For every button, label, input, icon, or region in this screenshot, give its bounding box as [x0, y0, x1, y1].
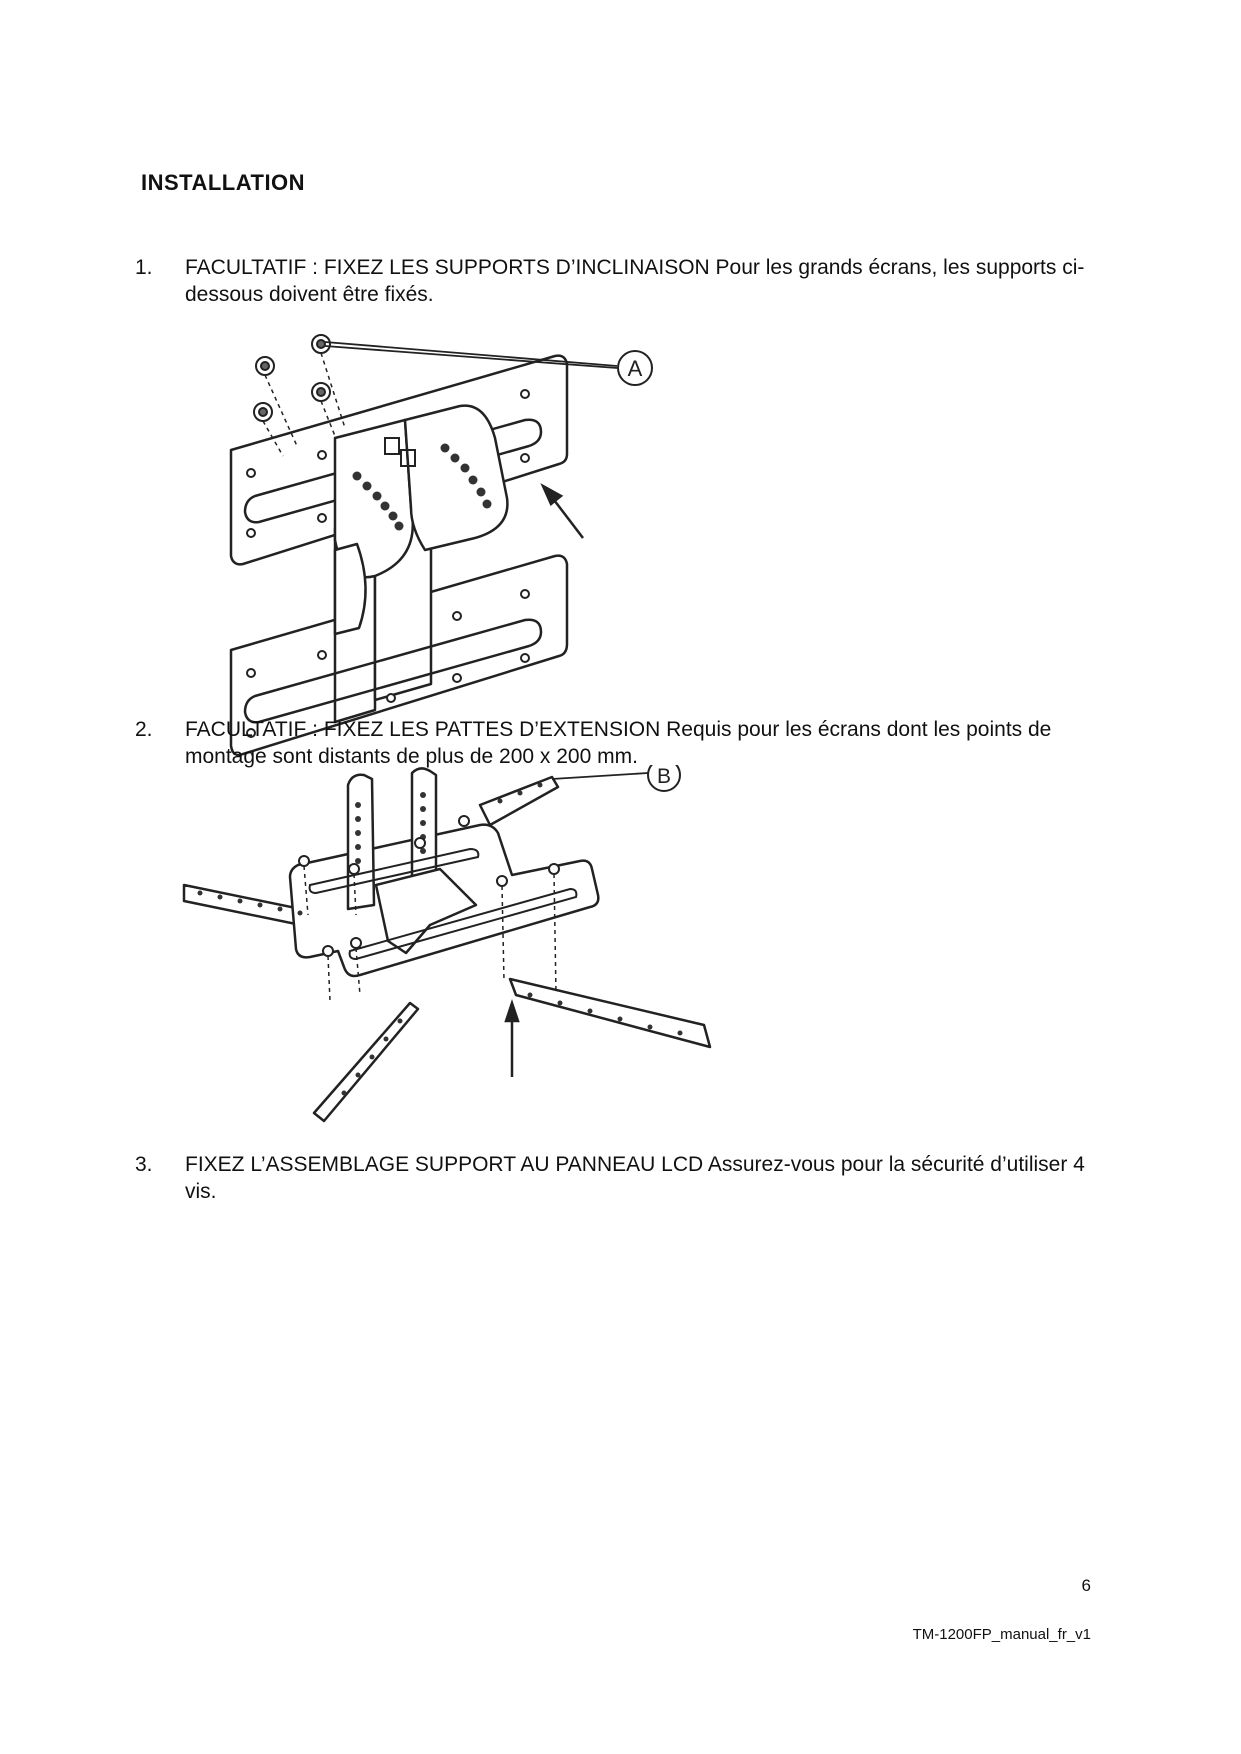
- step-number: 3.: [135, 1153, 153, 1176]
- step-number: 2.: [135, 718, 153, 741]
- step-number: 1.: [135, 256, 153, 279]
- document-footer: TM-1200FP_manual_fr_v1: [912, 1626, 1091, 1643]
- callout-a: A: [627, 356, 643, 381]
- section-heading: INSTALLATION: [141, 170, 306, 195]
- page-number: 6: [1081, 1576, 1091, 1595]
- step-text: FACULTATIF : FIXEZ LES SUPPORTS D’INCLINAISON Pour les grands écrans, les supports ci-dessous doivent être fixés.: [185, 256, 1085, 306]
- callout-b: B: [656, 765, 672, 788]
- figure-extension-legs: [180, 765, 720, 1135]
- step-text: FACULTATIF : FIXEZ LES PATTES D’EXTENSION Requis pour les écrans dont les points de montage sont distants de plus de 200 x 200 mm.: [185, 718, 1052, 768]
- figure-tilt-brackets: [225, 328, 695, 768]
- step-text: FIXEZ L’ASSEMBLAGE SUPPORT AU PANNEAU LCD Assurez-vous pour la sécurité d’utiliser 4 vis.: [185, 1153, 1085, 1203]
